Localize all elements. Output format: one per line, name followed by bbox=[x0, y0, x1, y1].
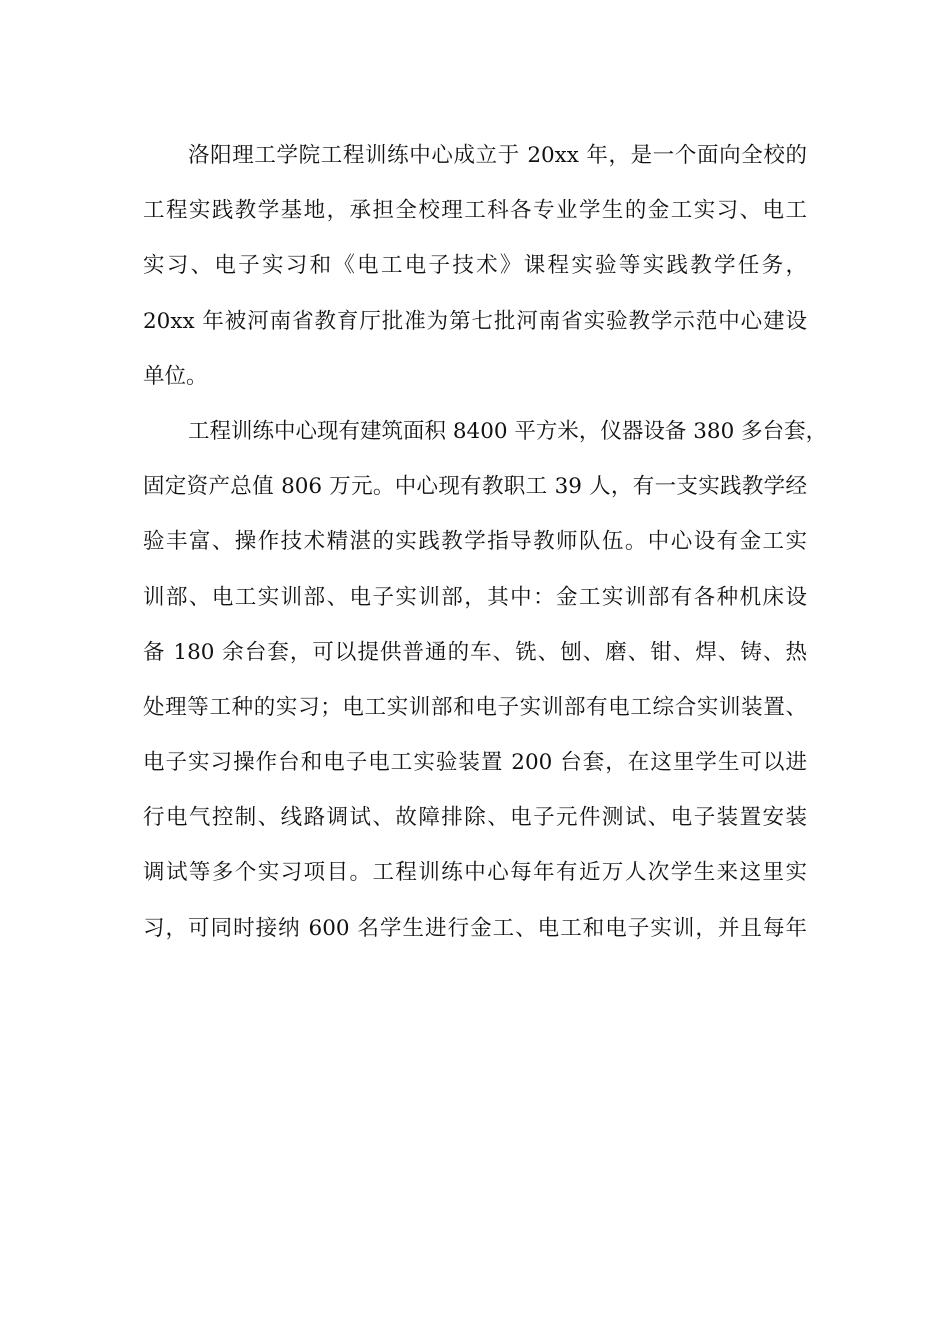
paragraph-1-line-2: 工程实践教学基地，承担全校理工科各专业学生的金工实习、电工 bbox=[143, 198, 807, 224]
paragraph-2-line-5: 备 180 余台套，可以提供普通的车、铣、刨、磨、钳、焊、铸、热 bbox=[143, 639, 807, 665]
paragraph-2-line-8: 行电气控制、线路调试、故障排除、电子元件测试、电子装置安装 bbox=[143, 805, 807, 831]
paragraph-1-line-5: 单位。 bbox=[143, 363, 208, 389]
paragraph-1-line-3: 实习、电子实习和《电工电子技术》课程实验等实践教学任务， bbox=[143, 253, 807, 279]
paragraph-2-line-1: 工程训练中心现有建筑面积 8400 平方米，仪器设备 380 多台套， bbox=[188, 418, 828, 444]
paragraph-2-line-4: 训部、电工实训部、电子实训部，其中：金工实训部有各种机床设 bbox=[143, 584, 807, 610]
paragraph-2-line-3: 验丰富、操作技术精湛的实践教学指导教师队伍。中心设有金工实 bbox=[143, 529, 807, 555]
paragraph-1-line-4: 20xx 年被河南省教育厅批准为第七批河南省实验教学示范中心建设 bbox=[143, 308, 807, 334]
paragraph-1-line-1: 洛阳理工学院工程训练中心成立于 20xx 年，是一个面向全校的 bbox=[188, 143, 807, 168]
document-body bbox=[143, 128, 828, 956]
paragraph-2-line-9: 调试等多个实习项目。工程训练中心每年有近万人次学生来这里实 bbox=[143, 860, 807, 886]
paragraph-2-line-6: 处理等工种的实习；电工实训部和电子实训部有电工综合实训装置、 bbox=[143, 694, 807, 720]
paragraph-2-line-7: 电子实习操作台和电子电工实验装置 200 台套，在这里学生可以进 bbox=[143, 750, 807, 776]
paragraph-2-line-2: 固定资产总值 806 万元。中心现有教职工 39 人，有一支实践教学经 bbox=[143, 474, 807, 500]
paragraph-2-line-10: 习，可同时接纳 600 名学生进行金工、电工和电子实训，并且每年 bbox=[143, 915, 807, 941]
